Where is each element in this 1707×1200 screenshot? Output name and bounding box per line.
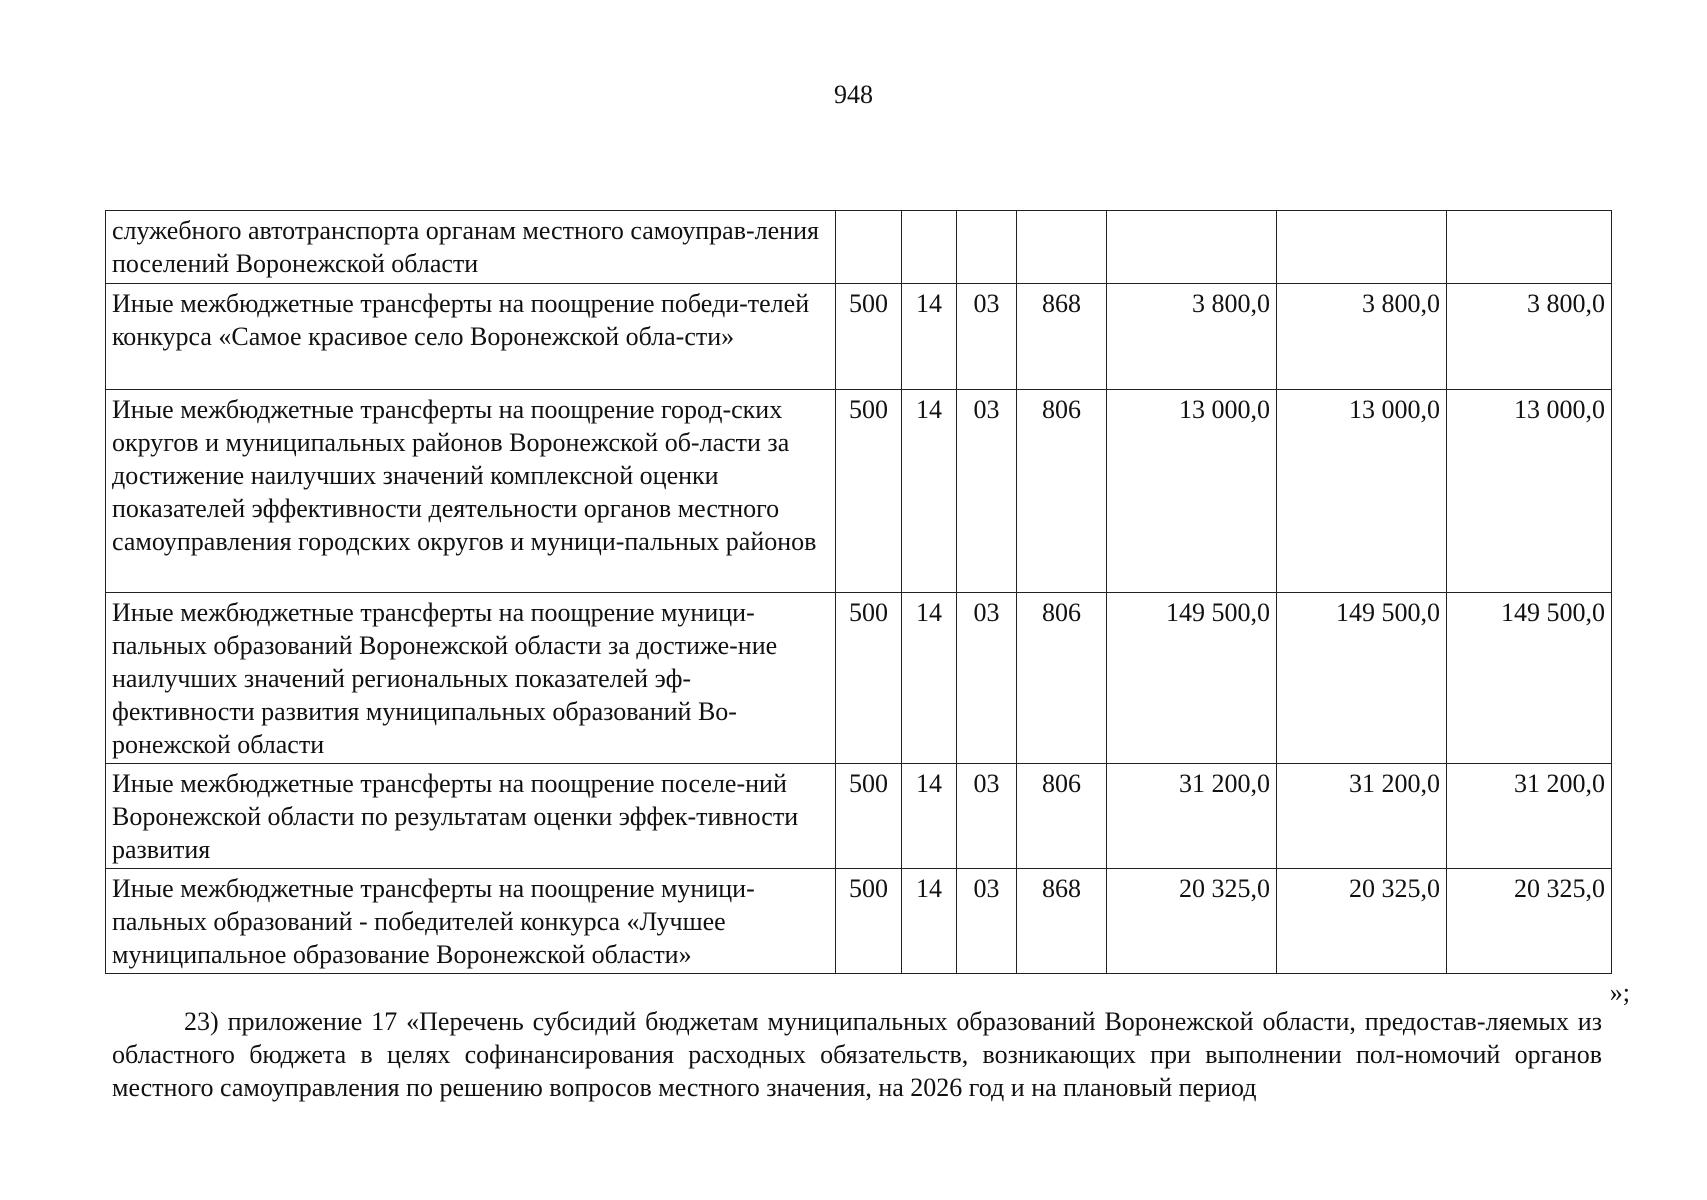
amount-year-1: 3 800,0 bbox=[1107, 284, 1277, 390]
budget-table bbox=[105, 210, 1612, 974]
amount-year-1 bbox=[1107, 211, 1277, 284]
table-row bbox=[106, 764, 1612, 869]
row-description: Иные межбюджетные трансферты на поощрение муници-пальных образований - победителей конкурса «Лучшее муниципальное образование Воронежской области» bbox=[106, 869, 836, 974]
code-expense-type: 806 bbox=[1017, 593, 1107, 764]
row-description: служебного автотранспорта органам местного самоуправ-ления поселений Воронежской области bbox=[106, 211, 836, 284]
table-row bbox=[106, 869, 1612, 974]
row-description: Иные межбюджетные трансферты на поощрение победи-телей конкурса «Самое красивое село Воронежской обла-сти» bbox=[106, 284, 836, 390]
code-subsection: 03 bbox=[957, 284, 1017, 390]
code-expense-type: 868 bbox=[1017, 869, 1107, 974]
table-row bbox=[106, 284, 1612, 390]
table-row bbox=[106, 390, 1612, 593]
code-chapter: 14 bbox=[902, 593, 957, 764]
closing-quote-mark: »; bbox=[1609, 978, 1630, 1007]
code-expense-type bbox=[1017, 211, 1107, 284]
amount-year-2: 13 000,0 bbox=[1277, 390, 1447, 593]
code-section bbox=[836, 211, 902, 284]
amount-year-1: 149 500,0 bbox=[1107, 593, 1277, 764]
table-row bbox=[106, 211, 1612, 284]
amount-year-2 bbox=[1277, 211, 1447, 284]
code-section: 500 bbox=[836, 764, 902, 869]
code-chapter: 14 bbox=[902, 764, 957, 869]
code-expense-type: 806 bbox=[1017, 390, 1107, 593]
table-row bbox=[106, 593, 1612, 764]
code-chapter bbox=[902, 211, 957, 284]
code-section: 500 bbox=[836, 593, 902, 764]
amount-year-3: 3 800,0 bbox=[1447, 284, 1612, 390]
amount-year-3: 31 200,0 bbox=[1447, 764, 1612, 869]
code-subsection: 03 bbox=[957, 593, 1017, 764]
code-section: 500 bbox=[836, 390, 902, 593]
appendix-paragraph: 23) приложение 17 «Перечень субсидий бюджетам муниципальных образований Воронежской области, предостав-ляемых из областного бюджета в целях софинансирования расходных обязательств, возникающих при выполнении пол-номочий органов местного самоуправления по решению вопросов местного значения, на 2026 год и на плановый период bbox=[112, 1007, 1602, 1102]
amount-year-3: 149 500,0 bbox=[1447, 593, 1612, 764]
amount-year-1: 31 200,0 bbox=[1107, 764, 1277, 869]
amount-year-3: 20 325,0 bbox=[1447, 869, 1612, 974]
amount-year-2: 20 325,0 bbox=[1277, 869, 1447, 974]
amount-year-2: 3 800,0 bbox=[1277, 284, 1447, 390]
code-subsection: 03 bbox=[957, 390, 1017, 593]
code-expense-type: 868 bbox=[1017, 284, 1107, 390]
code-chapter: 14 bbox=[902, 284, 957, 390]
amount-year-1: 20 325,0 bbox=[1107, 869, 1277, 974]
row-description: Иные межбюджетные трансферты на поощрение муници-пальных образований Воронежской области за достиже-ние наилучших значений региональных показателей эф-фективности развития муниципальных образований Во-ронежской области bbox=[106, 593, 836, 764]
code-subsection: 03 bbox=[957, 764, 1017, 869]
code-expense-type: 806 bbox=[1017, 764, 1107, 869]
amount-year-2: 31 200,0 bbox=[1277, 764, 1447, 869]
code-subsection bbox=[957, 211, 1017, 284]
code-chapter: 14 bbox=[902, 869, 957, 974]
code-section: 500 bbox=[836, 284, 902, 390]
row-description: Иные межбюджетные трансферты на поощрение город-ских округов и муниципальных районов Воронежской об-ласти за достижение наилучших значений комплексной оценки показателей эффективности деятельности органов местного самоуправления городских округов и муници-пальных районов bbox=[106, 390, 836, 593]
page-number: 948 bbox=[834, 80, 873, 109]
code-section: 500 bbox=[836, 869, 902, 974]
amount-year-2: 149 500,0 bbox=[1277, 593, 1447, 764]
row-description: Иные межбюджетные трансферты на поощрение поселе-ний Воронежской области по результатам оценки эффек-тивности развития bbox=[106, 764, 836, 869]
amount-year-1: 13 000,0 bbox=[1107, 390, 1277, 593]
amount-year-3 bbox=[1447, 211, 1612, 284]
code-chapter: 14 bbox=[902, 390, 957, 593]
amount-year-3: 13 000,0 bbox=[1447, 390, 1612, 593]
code-subsection: 03 bbox=[957, 869, 1017, 974]
